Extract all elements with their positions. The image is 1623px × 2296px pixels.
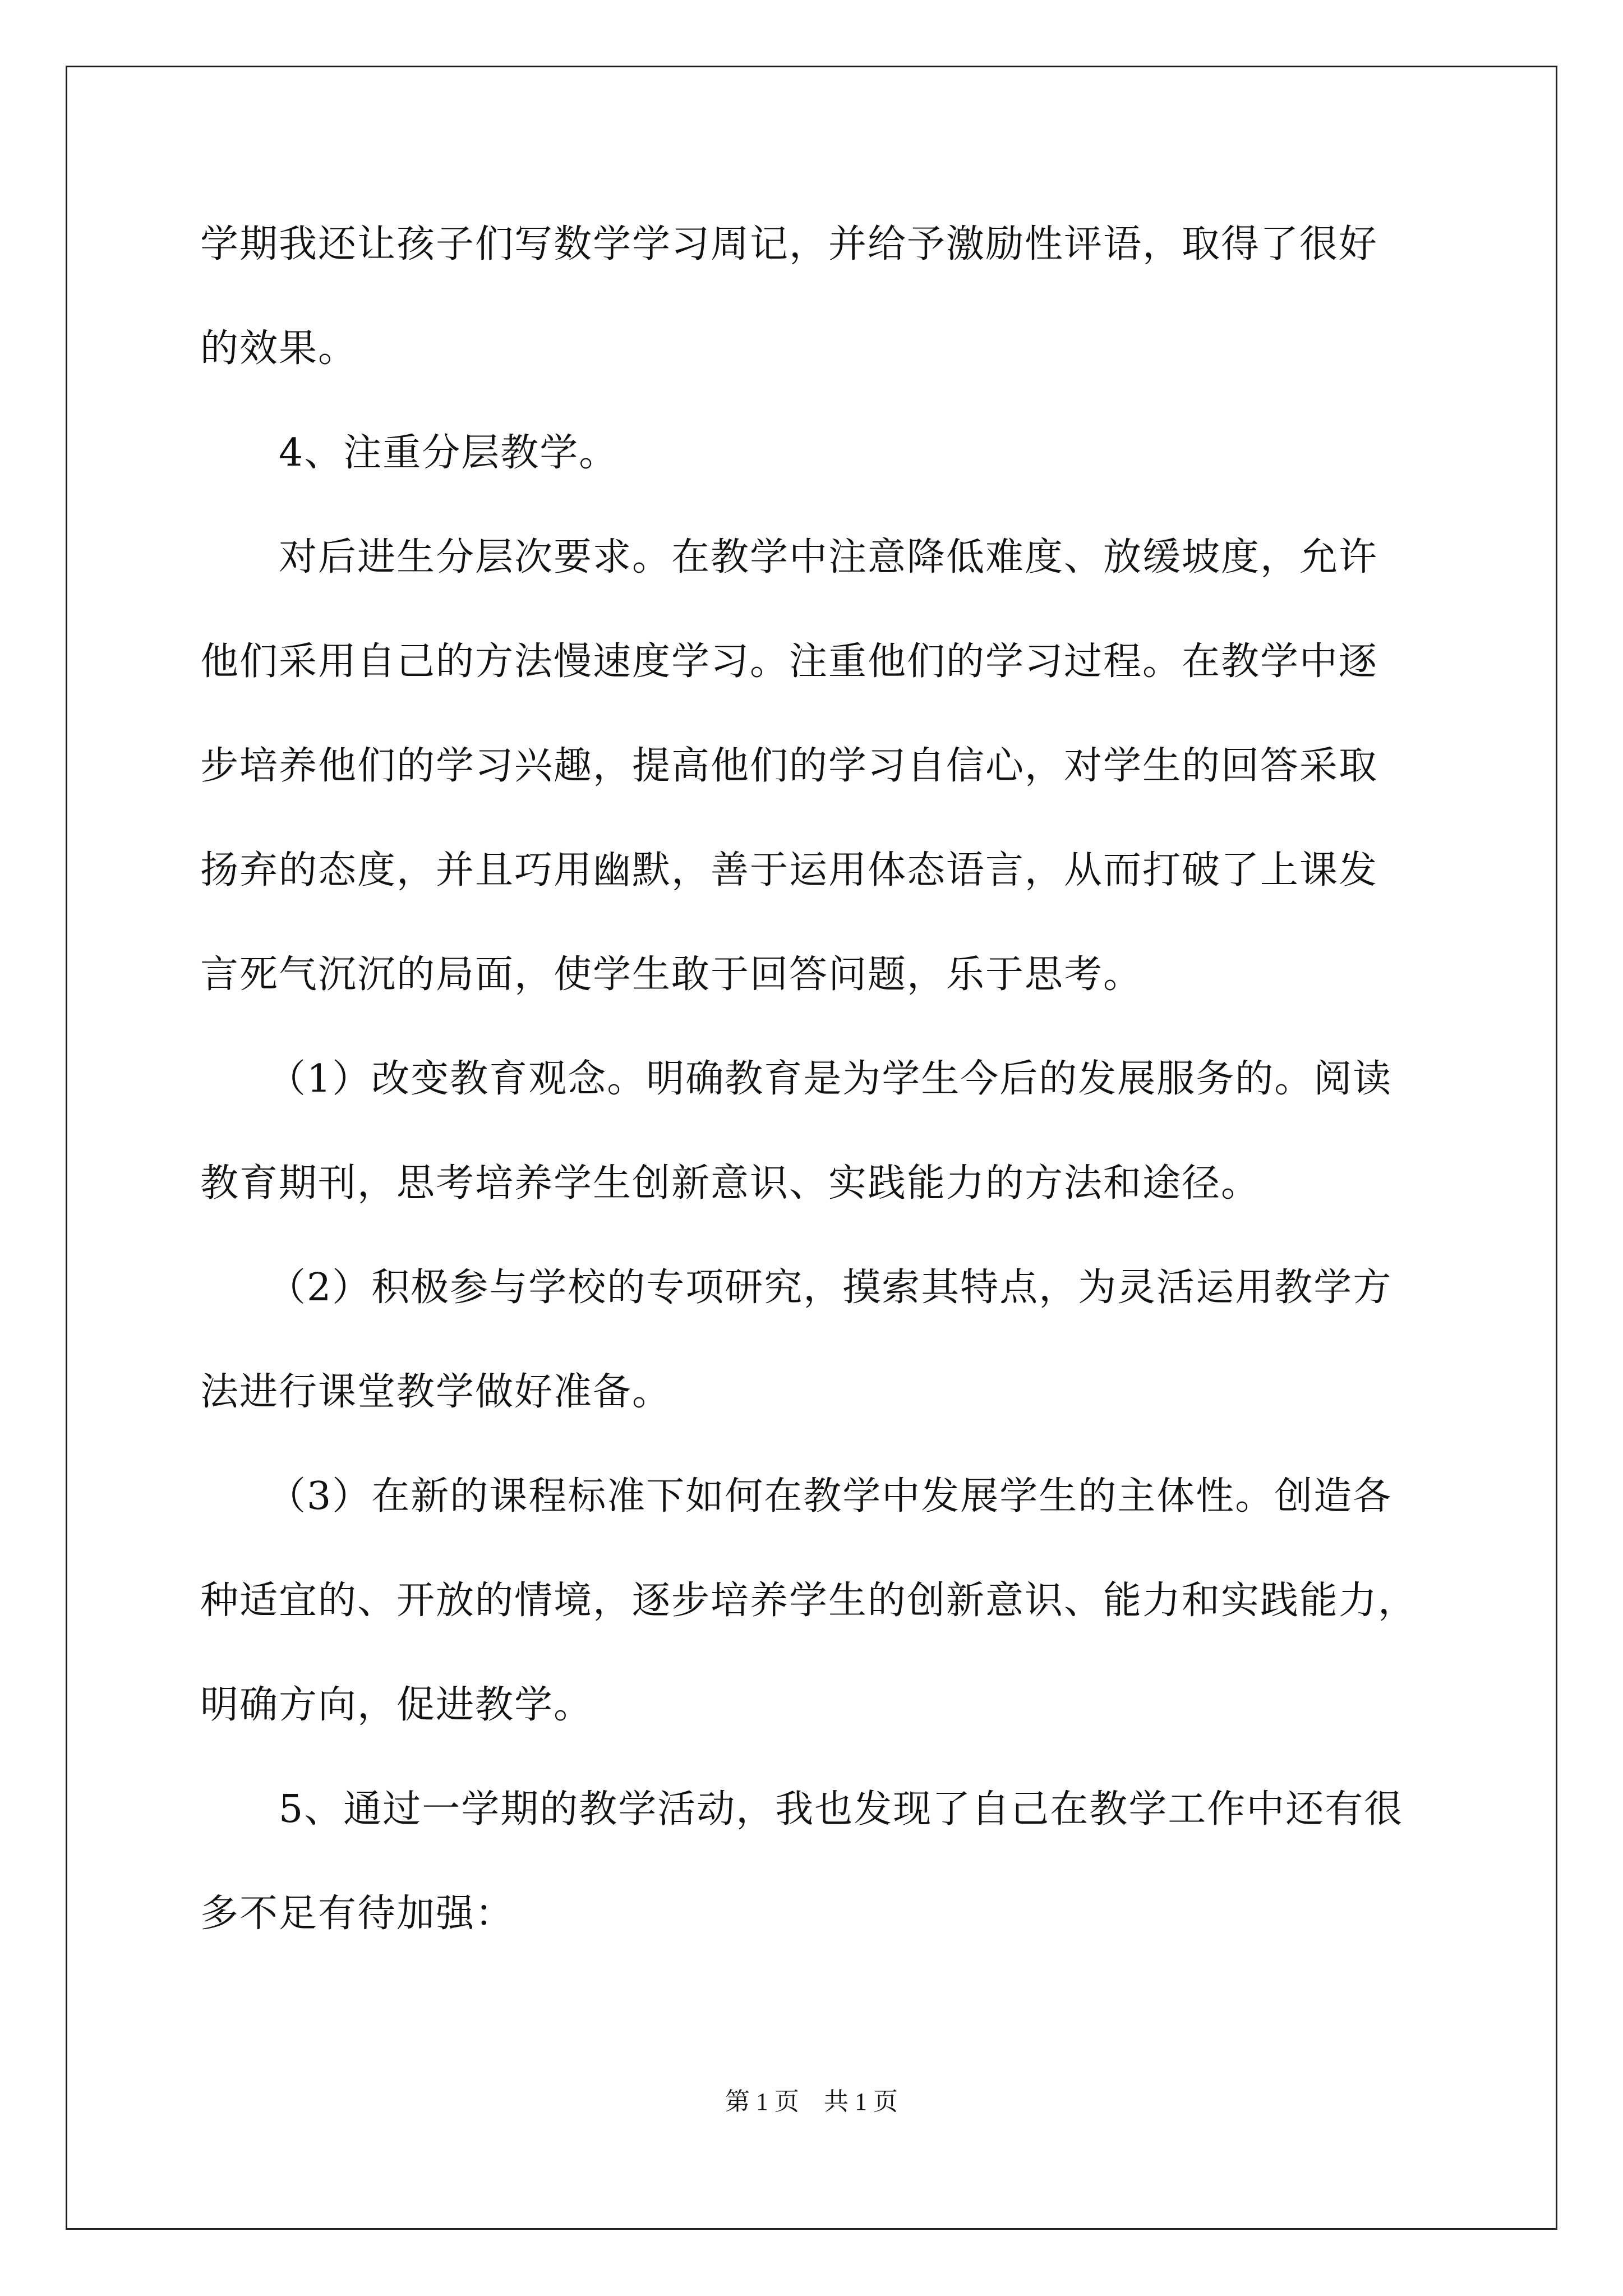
text-line: 扬弃的态度，并且巧用幽默，善于运用体态语言，从而打破了上课发 [200, 848, 1378, 892]
text-line: 教育期刊，思考培养学生创新意识、实践能力的方法和途径。 [200, 1161, 1261, 1205]
text-line: 言死气沉沉的局面，使学生敢于回答问题，乐于思考。 [200, 953, 1143, 997]
text-line: 步培养他们的学习兴趣，提高他们的学习自信心，对学生的回答采取 [200, 744, 1378, 788]
text-line: （1）改变教育观念。明确教育是为学生今后的发展服务的。阅读 [268, 1057, 1393, 1101]
text-line: （3）在新的课程标准下如何在教学中发展学生的主体性。创造各 [268, 1474, 1393, 1519]
text-line: 5、通过一学期的教学活动，我也发现了自己在教学工作中还有很 [279, 1787, 1404, 1832]
page-footer: 第 1 页 共 1 页 [725, 2088, 898, 2115]
text-line: 对后进生分层次要求。在教学中注意降低难度、放缓坡度，允许 [279, 535, 1378, 579]
text-line: 的效果。 [200, 326, 358, 371]
paragraph [200, 1783, 1434, 1941]
paragraph [200, 1052, 1434, 1211]
section-heading [200, 426, 1434, 480]
document-body [200, 218, 1434, 1941]
paragraph [200, 531, 1434, 1002]
text-line: 种适宜的、开放的情境，逐步培养学生的创新意识、能力和实践能力， [200, 1579, 1418, 1623]
paragraph [200, 1470, 1434, 1732]
paragraph [200, 218, 1434, 376]
paragraph [200, 1261, 1434, 1419]
text-line: 4、注重分层教学。 [279, 431, 619, 475]
text-line: 法进行课堂教学做好准备。 [200, 1370, 672, 1414]
text-line: 学期我还让孩子们写数学学习周记，并给予激励性评语，取得了很好 [200, 222, 1378, 266]
text-line: 他们采用自己的方法慢速度学习。注重他们的学习过程。在教学中逐 [200, 639, 1378, 684]
text-line: （2）积极参与学校的专项研究，摸索其特点，为灵活运用教学方 [268, 1266, 1393, 1310]
text-line: 多不足有待加强： [200, 1892, 515, 1936]
text-line: 明确方向，促进教学。 [200, 1683, 593, 1727]
